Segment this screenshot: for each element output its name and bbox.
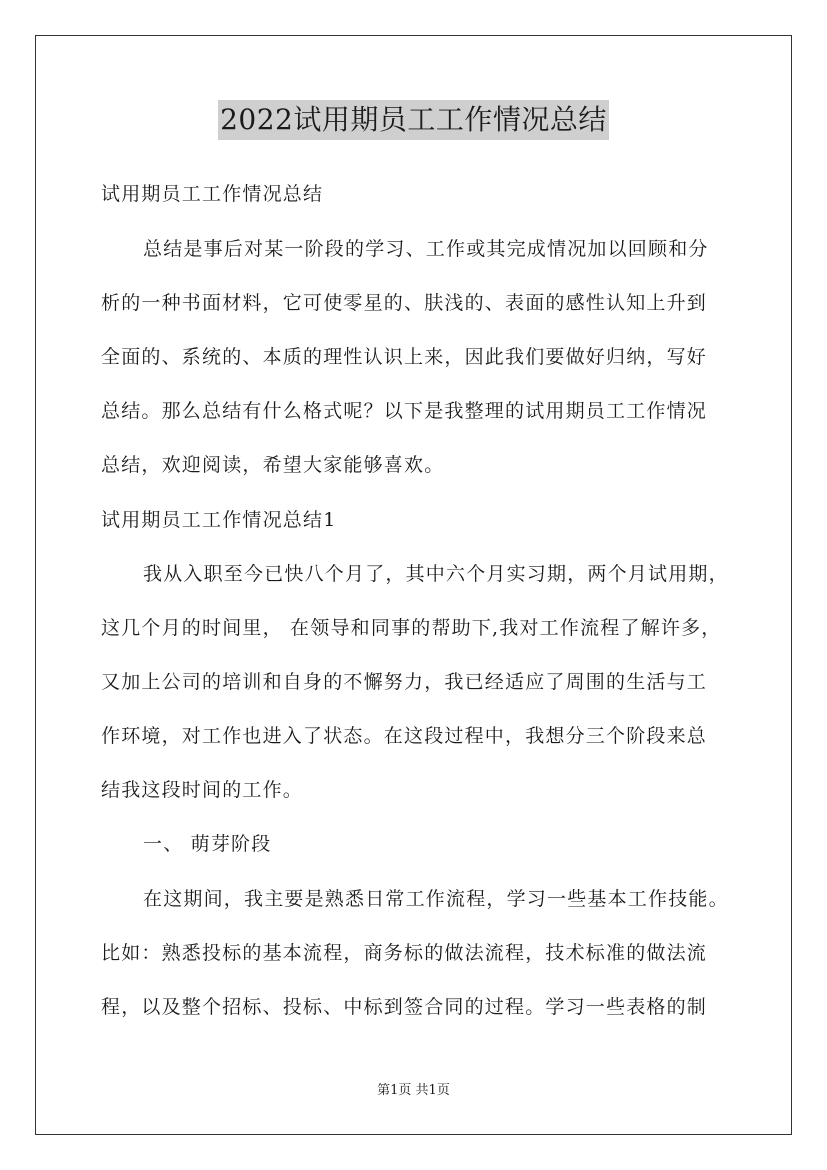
document-title: 2022试用期员工工作情况总结	[218, 100, 609, 140]
title-container	[0, 100, 827, 140]
subsection-heading: 一、 萌芽阶段	[143, 833, 272, 855]
paragraph-line: 在这期间，我主要是熟悉日常工作流程，学习一些基本工作技能。	[143, 888, 729, 910]
paragraph-line: 我从入职至今已快八个月了，其中六个月实习期，两个月试用期，	[143, 563, 729, 585]
paragraph-line: 这几个月的时间里， 在领导和同事的帮助下,我对工作流程了解许多，	[101, 617, 722, 639]
paragraph-line: 总结是事后对某一阶段的学习、工作或其完成情况加以回顾和分	[143, 238, 709, 260]
section-heading: 试用期员工工作情况总结	[101, 183, 324, 205]
page-footer: 第1页 共1页	[377, 1083, 450, 1098]
paragraph-line: 程，以及整个招标、投标、中标到签合同的过程。学习一些表格的制	[101, 996, 708, 1018]
paragraph-line: 全面的、系统的、本质的理性认识上来，因此我们要做好归纳，写好	[101, 346, 708, 368]
paragraph-line: 结我这段时间的工作。	[101, 779, 304, 801]
paragraph-line: 比如：熟悉投标的基本流程，商务标的做法流程，技术标准的做法流	[101, 942, 708, 964]
paragraph-line: 又加上公司的培训和自身的不懈努力，我已经适应了周围的生活与工	[101, 671, 708, 693]
paragraph-line: 总结，欢迎阅读，希望大家能够喜欢。	[101, 454, 445, 476]
paragraph-line: 作环境，对工作也进入了状态。在这段过程中，我想分三个阶段来总	[101, 725, 708, 747]
paragraph-line: 总结。那么总结有什么格式呢？以下是我整理的试用期员工工作情况	[101, 400, 708, 422]
paragraph-line: 析的一种书面材料，它可使零星的、肤浅的、表面的感性认知上升到	[101, 292, 708, 314]
section-heading: 试用期员工工作情况总结1	[101, 509, 337, 531]
